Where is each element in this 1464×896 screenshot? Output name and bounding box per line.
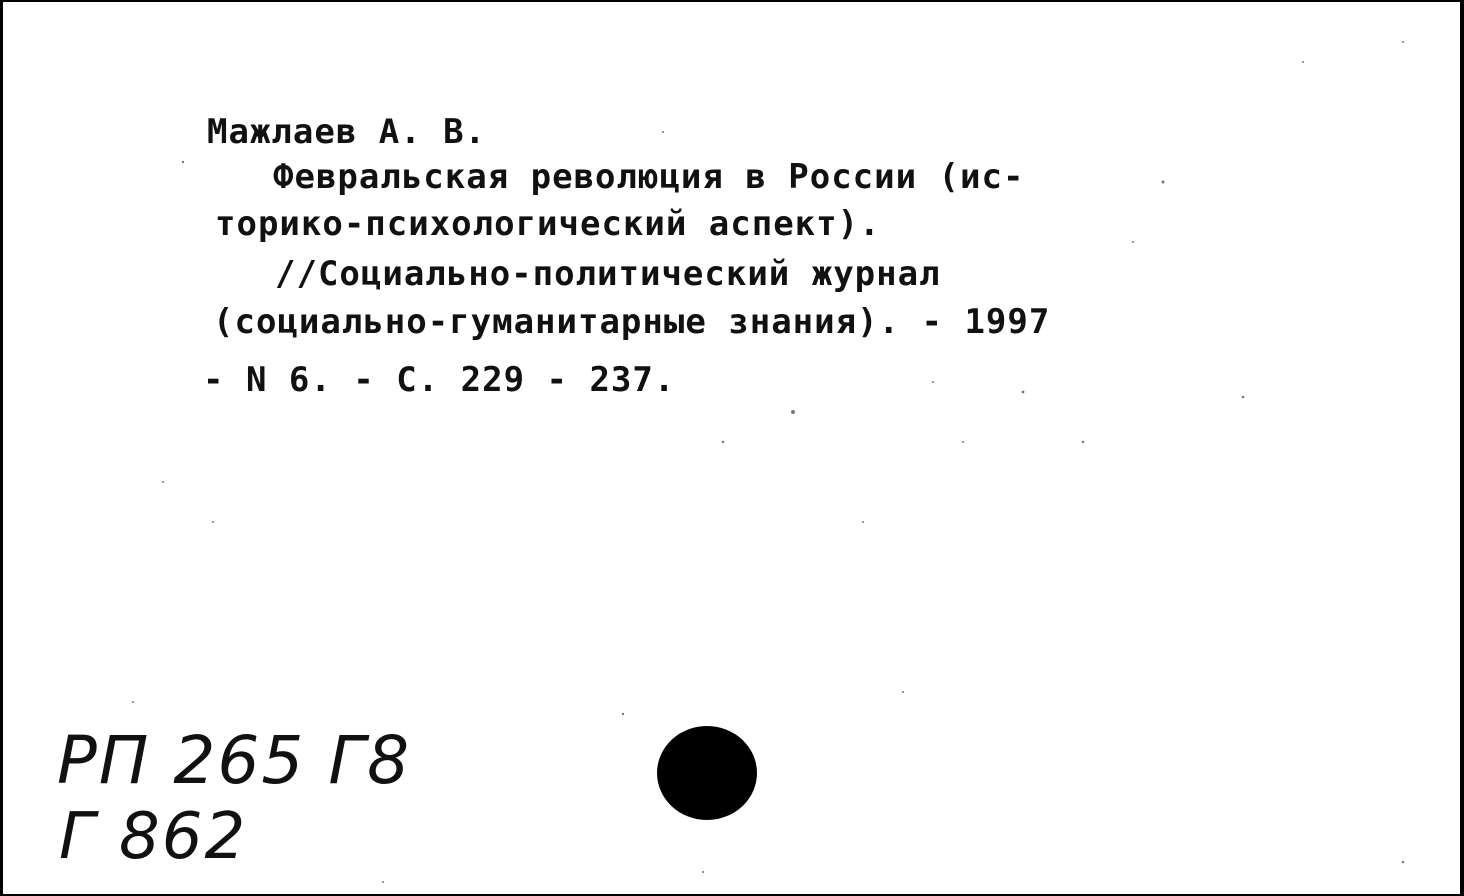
source-line-3: - N 6. - С. 229 - 237. bbox=[203, 360, 676, 400]
source-line-2: (социально-гуманитарные знания). - 1997 bbox=[213, 302, 1051, 342]
shelfmark-line-2: Г 862 bbox=[59, 800, 248, 874]
title-line-1: Февральская революция в России (ис- bbox=[273, 157, 1025, 197]
title-line-2: торико-психологический аспект). bbox=[215, 204, 881, 244]
punch-hole bbox=[657, 726, 757, 820]
shelfmark-line-1: РП 265 Г8 bbox=[57, 722, 412, 799]
source-line-1: //Социально-политический журнал bbox=[275, 254, 941, 294]
author-heading: Мажлаев А. В. bbox=[207, 112, 487, 152]
